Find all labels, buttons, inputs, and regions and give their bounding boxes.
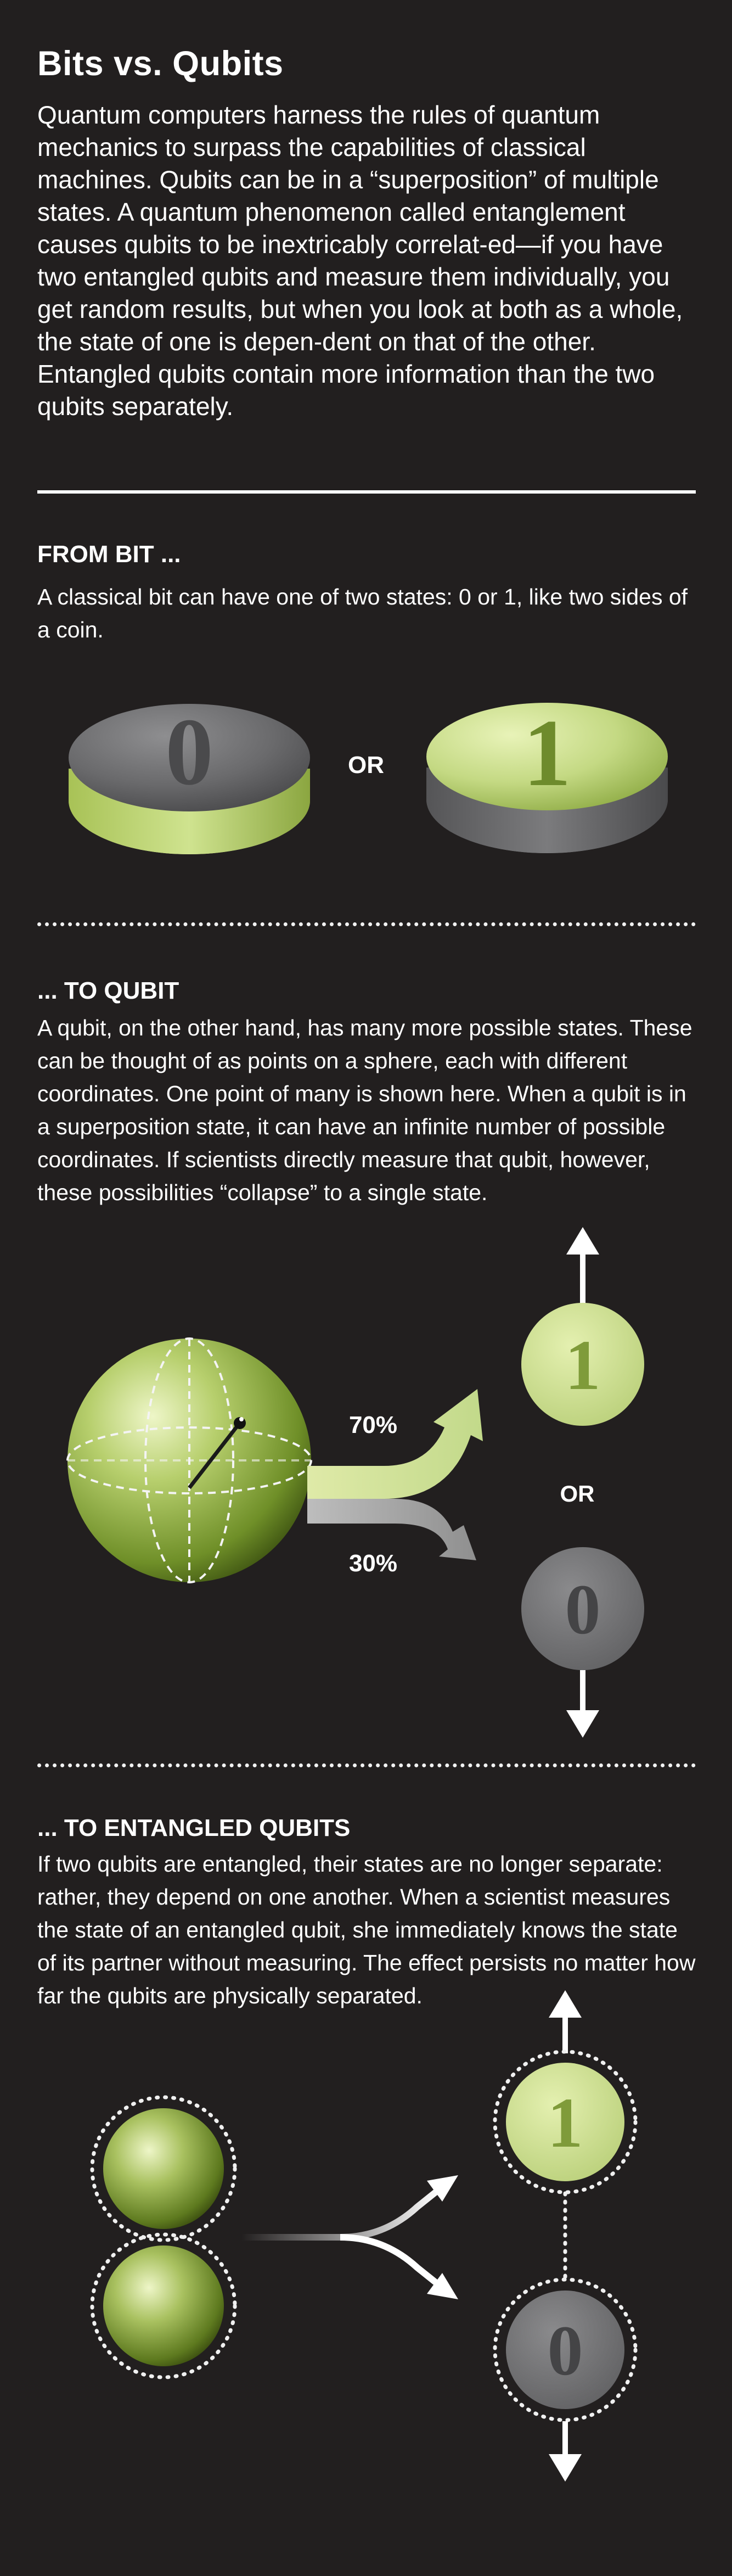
entangled-zero-digit: 0 bbox=[547, 2311, 583, 2390]
state-zero-digit: 0 bbox=[565, 1570, 601, 1649]
section-divider-1 bbox=[37, 922, 696, 926]
bloch-sphere bbox=[67, 1339, 311, 1582]
state-zero-result bbox=[521, 1547, 644, 1738]
state-one-result bbox=[521, 1227, 644, 1426]
prob-one-label: 70% bbox=[348, 1412, 398, 1438]
bit-section-heading: FROM BIT ... bbox=[37, 541, 181, 568]
prob-zero-label: 30% bbox=[348, 1550, 398, 1577]
arrow-to-one bbox=[307, 1389, 483, 1499]
entangled-one-digit: 1 bbox=[547, 2084, 583, 2163]
bit-or-label: OR bbox=[348, 752, 384, 779]
entangled-state-zero bbox=[495, 2280, 635, 2482]
entangled-state-one bbox=[495, 1990, 635, 2192]
entangled-section-body: If two qubits are entangled, their states are no longer separate: rather, they depend on one another. When a scientist measures the state of an entangled qubit, she immediately knows the state of its partner without measuring. The effect persists no matter how far the qubits are physically separated. bbox=[37, 1851, 696, 2008]
qubit-measurement-illustration bbox=[0, 1224, 732, 1746]
page-title: Bits vs. Qubits bbox=[37, 44, 284, 83]
state-one-digit: 1 bbox=[565, 1326, 601, 1405]
entangled-qubits-illustration bbox=[0, 1987, 732, 2569]
entangled-pair bbox=[92, 2097, 235, 2377]
coin-one bbox=[426, 699, 668, 853]
entangled-section-heading: ... TO ENTANGLED QUBITS bbox=[37, 1815, 351, 1841]
intro-paragraph: Quantum computers harness the rules of quantum mechanics to surpass the capabilities of classical machines. Qubits can be in a “superposition” of multiple states. A quantum phenomenon called entanglement causes qubits to be inextricably correlat-ed—if you have two entangled qubits and measure them individually, you get random results, but when you look at both as a whole, the state of one is depen-dent on that of the other. Entangled qubits contain more information than the two qubits separately. bbox=[37, 100, 683, 421]
header-divider bbox=[37, 490, 696, 494]
section-divider-2 bbox=[37, 1763, 696, 1767]
coin-one-digit: 1 bbox=[523, 699, 571, 806]
qubit-section-body: A qubit, on the other hand, has many more possible states. These can be thought of as points on a sphere, each with different coordinates. One point of many is shown here. When a qubit is in a superposition state, it can have an infinite number of possible coordinates. If scientists directly measure that qubit, however, these possibilities “collapse” to a single state. bbox=[37, 1015, 692, 1205]
coin-zero bbox=[69, 698, 310, 854]
bit-coins-illustration bbox=[0, 675, 732, 906]
qubit-or-label: OR bbox=[560, 1481, 595, 1507]
coin-zero-digit: 0 bbox=[165, 698, 213, 805]
split-arrow bbox=[241, 2175, 458, 2299]
qubit-section-heading: ... TO QUBIT bbox=[37, 977, 179, 1004]
bit-section-body: A classical bit can have one of two states: 0 or 1, like two sides of a coin. bbox=[37, 584, 688, 642]
